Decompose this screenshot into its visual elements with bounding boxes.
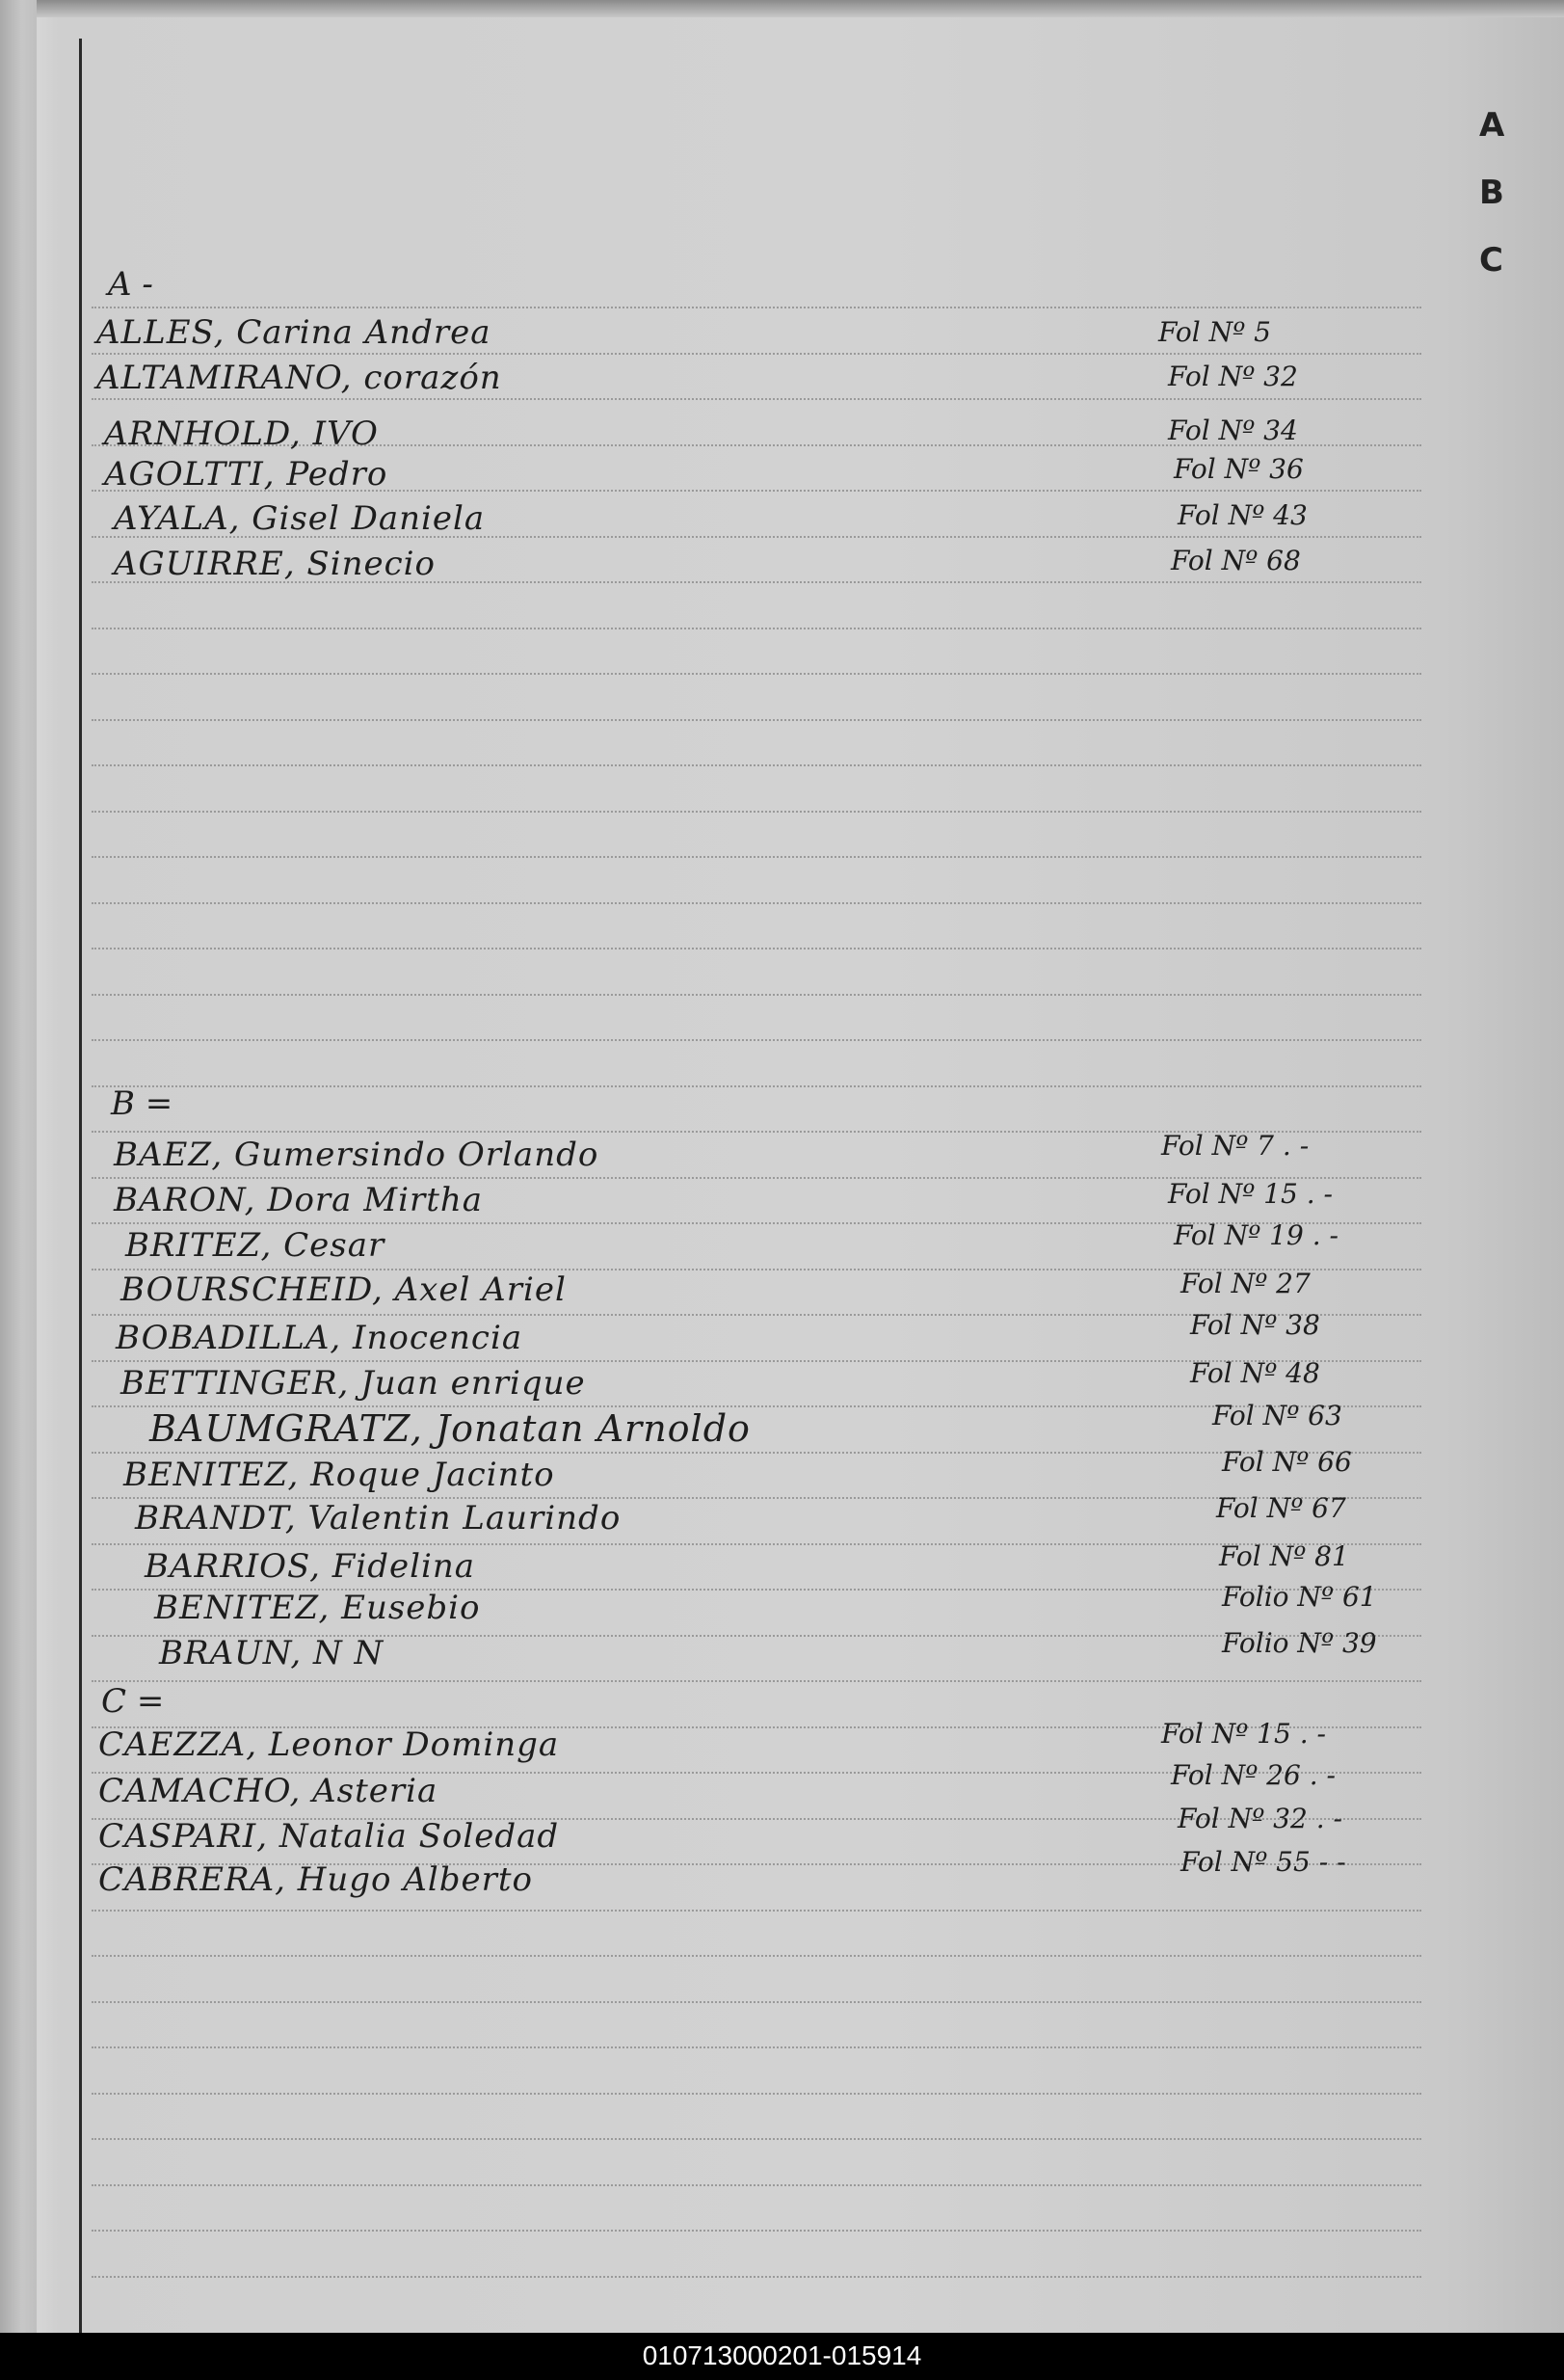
entry-name: AGUIRRE, Sinecio — [114, 545, 437, 583]
entry-folio: Fol Nº 66 — [1222, 1446, 1352, 1478]
ruled-line — [92, 719, 1421, 721]
entry-name: BARRIOS, Fidelina — [145, 1547, 476, 1586]
ruled-line — [92, 353, 1421, 355]
entry-name: BENITEZ, Roque Jacinto — [123, 1456, 555, 1494]
entry-folio: Fol Nº 32 — [1168, 361, 1298, 392]
entry-folio: Fol Nº 32 . - — [1178, 1803, 1342, 1834]
entry-folio: Fol Nº 7 . - — [1161, 1130, 1310, 1162]
entry-folio: Fol Nº 5 — [1158, 316, 1271, 348]
ruled-line — [92, 994, 1421, 996]
ruled-line — [92, 948, 1421, 949]
entry-folio: Fol Nº 68 — [1171, 545, 1301, 576]
entry-folio: Fol Nº 43 — [1178, 499, 1308, 531]
ruled-line — [92, 2046, 1421, 2048]
alphabet-index-tabs — [1479, 106, 1518, 308]
ruled-line — [92, 2230, 1421, 2232]
ruled-line — [92, 398, 1421, 400]
ruled-line — [92, 2093, 1421, 2095]
ruled-line — [92, 1085, 1421, 1087]
ruled-line — [92, 628, 1421, 629]
entry-folio: Fol Nº 19 . - — [1174, 1219, 1339, 1251]
entry-folio: Fol Nº 81 — [1219, 1540, 1349, 1572]
ruled-line — [92, 307, 1421, 308]
entry-name: BETTINGER, Juan enrique — [120, 1364, 586, 1403]
entry-folio: Fol Nº 63 — [1212, 1400, 1342, 1431]
entry-folio: Fol Nº 15 . - — [1168, 1178, 1333, 1210]
entry-folio: Fol Nº 34 — [1168, 414, 1298, 446]
entry-folio: Fol Nº 36 — [1174, 453, 1304, 485]
entry-folio: Fol Nº 27 — [1180, 1268, 1311, 1299]
entry-name: BOURSCHEID, Axel Ariel — [120, 1270, 567, 1309]
ruled-line — [92, 2001, 1421, 2003]
section-heading-a: A - — [108, 265, 153, 304]
entry-name: BOBADILLA, Inocencia — [116, 1319, 523, 1357]
entry-name: BAEZ, Gumersindo Orlando — [114, 1136, 599, 1174]
ruled-line — [92, 2138, 1421, 2140]
entry-name: CAEZZA, Leonor Dominga — [98, 1725, 560, 1764]
entry-folio: Fol Nº 48 — [1190, 1357, 1320, 1389]
page-top-edge — [0, 0, 1564, 17]
entry-folio: Folio Nº 61 — [1222, 1581, 1377, 1613]
section-heading-b: B = — [111, 1084, 173, 1123]
entry-name: BRITEZ, Cesar — [125, 1226, 385, 1265]
entry-folio: Folio Nº 39 — [1222, 1627, 1377, 1659]
margin-line — [79, 39, 82, 2333]
ruled-line — [92, 2276, 1421, 2278]
index-tab-a[interactable]: A — [1479, 106, 1505, 145]
entry-name: BRAUN, N N — [159, 1634, 384, 1672]
entry-folio: Fol Nº 55 - - — [1180, 1846, 1346, 1878]
ruled-line — [92, 1039, 1421, 1041]
entry-name: CAMACHO, Asteria — [98, 1772, 438, 1810]
entry-name: AGOLTTI, Pedro — [104, 455, 388, 494]
entry-name: ALTAMIRANO, corazón — [96, 359, 502, 397]
ruled-line — [92, 1910, 1421, 1912]
entry-name: CABRERA, Hugo Alberto — [98, 1860, 534, 1899]
ruled-line — [92, 2184, 1421, 2186]
entry-name: ALLES, Carina Andrea — [96, 313, 491, 352]
entry-folio: Fol Nº 67 — [1216, 1492, 1346, 1524]
entry-name: BARON, Dora Mirtha — [114, 1181, 484, 1219]
ruled-line — [92, 856, 1421, 858]
index-tab-b[interactable]: B — [1479, 174, 1504, 212]
entry-folio: Fol Nº 38 — [1190, 1309, 1320, 1341]
entry-name: AYALA, Gisel Daniela — [114, 499, 486, 538]
ruled-line — [92, 673, 1421, 675]
ruled-line — [92, 764, 1421, 766]
entry-name: BENITEZ, Eusebio — [154, 1589, 481, 1627]
ruled-line — [92, 811, 1421, 813]
entry-name: CASPARI, Natalia Soledad — [98, 1817, 560, 1856]
entry-name: BRANDT, Valentin Laurindo — [135, 1499, 622, 1538]
book-binding — [0, 0, 37, 2333]
entry-name: ARNHOLD, IVO — [104, 414, 379, 453]
ruled-line — [92, 1680, 1421, 1682]
ruled-line — [92, 1955, 1421, 1957]
ruled-line — [92, 902, 1421, 904]
entry-folio: Fol Nº 15 . - — [1161, 1718, 1326, 1750]
index-tab-c[interactable]: C — [1479, 241, 1503, 280]
section-heading-c: C = — [101, 1682, 165, 1721]
entry-name: BAUMGRATZ, Jonatan Arnoldo — [149, 1407, 751, 1450]
entry-folio: Fol Nº 26 . - — [1171, 1759, 1336, 1791]
document-id: 010713000201-015914 — [642, 2340, 922, 2370]
